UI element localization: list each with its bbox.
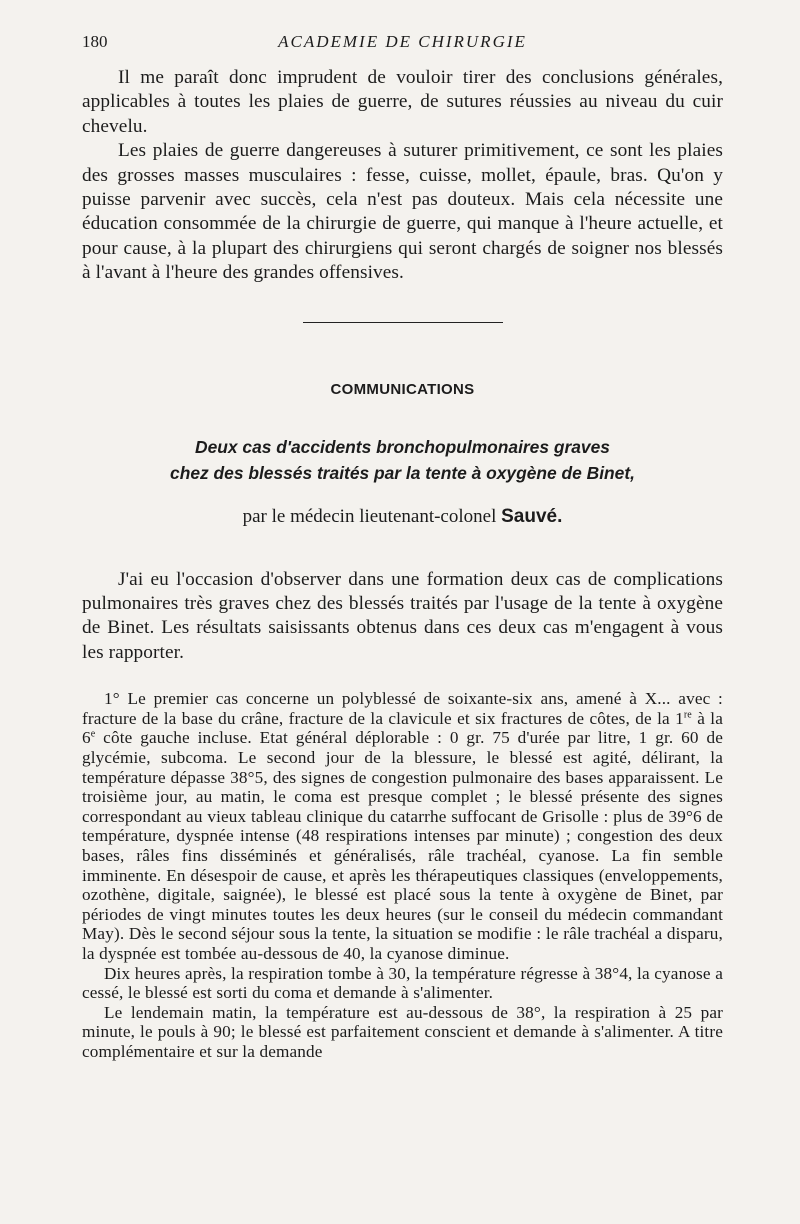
paragraph-conclusion: Il me paraît donc imprudent de vouloir tirer des conclusions générales, applicables à toutes les plaies de guerre, de sutures réussies au niveau du cuir chevelu. xyxy=(82,67,723,137)
preceding-text xyxy=(82,66,723,286)
running-title: ACADEMIE DE CHIRURGIE xyxy=(278,32,527,51)
article-title xyxy=(82,434,723,486)
article-intro xyxy=(82,568,723,666)
paragraph-intro: J'ai eu l'occasion d'observer dans une formation deux cas de complications pulmonaires très graves chez des blessés traités par l'usage de la tente à oxygène de Binet. Les résultats saisissants obtenus dans ces deux cas m'engagent à vous les rapporter. xyxy=(82,568,723,663)
author-name: Sauvé. xyxy=(501,505,563,527)
byline-prefix: par le médecin lieutenant-colonel xyxy=(242,505,497,527)
running-header xyxy=(82,32,723,56)
case-1-text-b: à la 6 xyxy=(82,708,723,748)
ordinal-superscript: re xyxy=(683,709,692,721)
article-title-line-2: chez des blessés traités par la tente à oxygène de Binet, xyxy=(170,462,635,483)
ordinal-superscript: e xyxy=(90,728,96,740)
byline xyxy=(82,506,723,528)
case-report xyxy=(82,689,723,1061)
paragraph-case-1-next-day: Le lendemain matin, la température est au-dessous de 38°, la respiration à 25 par minute, le pouls à 90; le blessé est parfaitement conscient et demande à s'alimenter. A titre complémentaire et sur la demande xyxy=(82,1002,723,1061)
case-1-text-a: 1° Le premier cas concerne un polyblessé de soixante-six ans, amené à X... avec : fracture de la base du crâne, fracture de la clavicule et six fractures de côtes, de la 1 xyxy=(82,689,723,728)
section-divider xyxy=(303,322,503,323)
case-1-text-c: côte gauche incluse. Etat général déplorable : 0 gr. 75 d'urée par litre, 1 gr. 60 de glycémie, subcoma. Le second jour de la blessure, le blessé est agité, délirant, la température dépasse 38°5, des signes de congestion pulmonaire des bases apparaissent. Le troisième jour, au matin, le coma est presque complet ; le blessé présente des signes correspondant au vieux tableau clinique du catarrhe suffocant de Grisolle : plus de 39°6 de température, dyspnée intense (48 respirations intenses par minute) ; congestion des deux bases, râles fins disséminés et généralisés, râle trachéal, cyanose. La fin semble imminente. En désespoir de cause, et après les thérapeutiques classiques (enveloppements, ozothène, digitale, saignée), le blessé est placé sous la tente à oxygène de Binet, par périodes de vingt minutes toutes les deux heures (sur le conseil du médecin commandant May). Dès le second séjour sous la tente, la situation se modifie : le râle trachéal a disparu, la dyspnée est tombée au-dessous de 40, la cyanose diminue. xyxy=(82,728,723,963)
paragraph-case-1 xyxy=(82,689,723,963)
section-heading: COMMUNICATIONS xyxy=(330,380,475,398)
paragraph-dangerous-wounds: Les plaies de guerre dangereuses à suturer primitivement, ce sont les plaies des grosses masses musculaires : fesse, cuisse, mollet, épaule, bras. Qu'on y puisse parvenir avec succès, cela n'est pas douteux. Mais cela nécessite une éducation consommée de la chirurgie de guerre, qui manque à l'heure actuelle, et pour cause, à la plupart des chirurgiens qui seront chargés de soigner nos blessés à l'avant à l'heure des grandes offensives. xyxy=(82,140,723,284)
page-number: 180 xyxy=(82,32,108,51)
paragraph-case-1-evolution: Dix heures après, la respiration tombe à 30, la température régresse à 38°4, la cyanose a cessé, le blessé est sorti du coma et demande à s'alimenter. xyxy=(82,963,723,1003)
page xyxy=(82,32,723,1062)
article-title-line-1: Deux cas d'accidents bronchopulmonaires graves xyxy=(195,436,610,457)
